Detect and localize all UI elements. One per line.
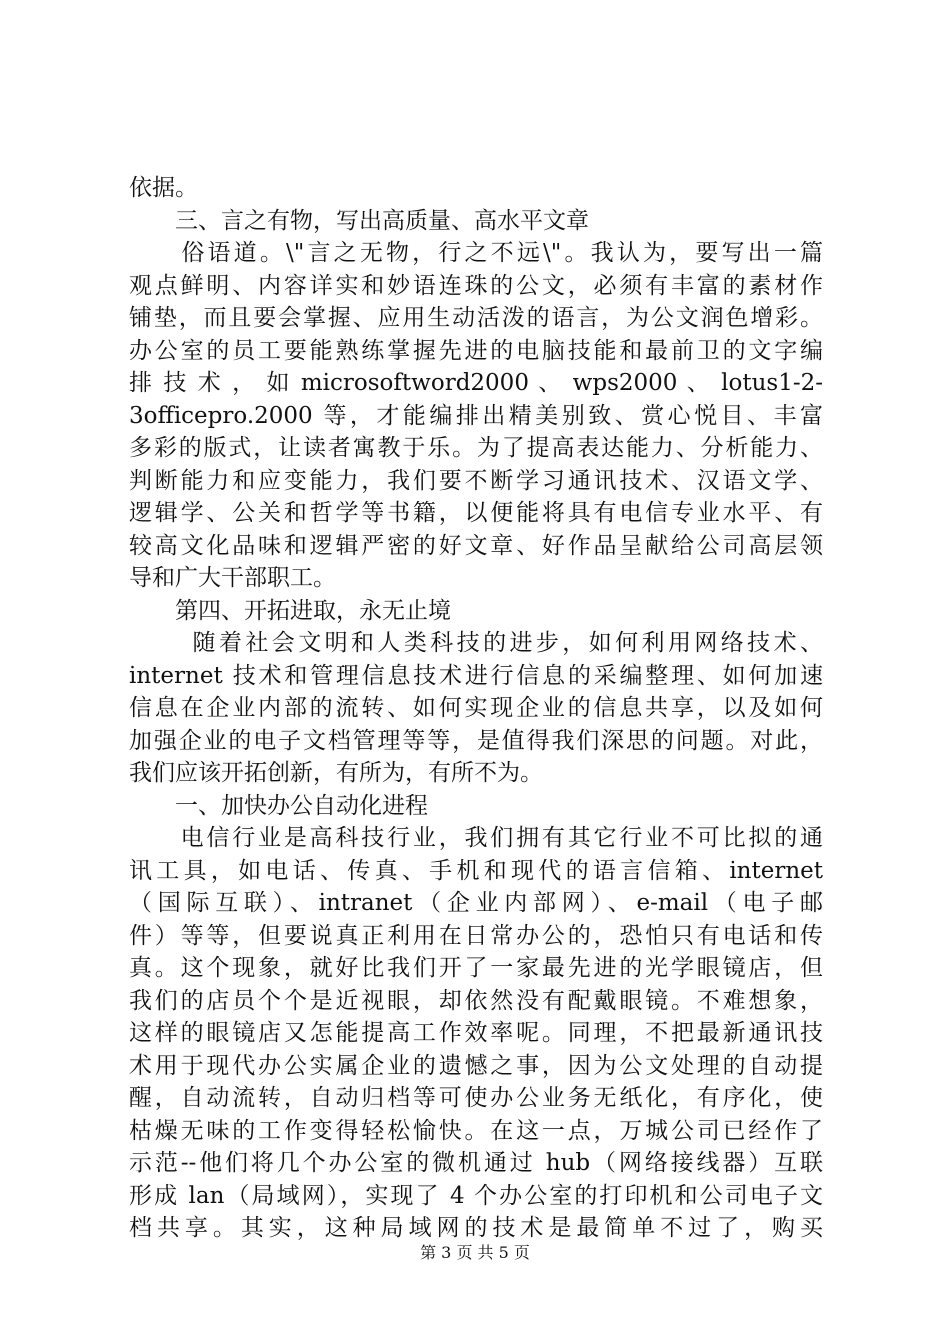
text-line: 铺垫，而且要会掌握、应用生动活泼的语言，为公文润色增彩。	[129, 305, 823, 331]
text-line: 加强企业的电子文档管理等等，是值得我们深思的问题。对此，	[129, 727, 823, 754]
text-line: 排 技 术 ， 如 microsoftword2000 、 wps2000 、 lotus1-2-	[129, 370, 823, 396]
text-line: （国际互联）、intranet（企业内部网）、e-mail（电子邮	[129, 890, 823, 916]
text-line: 这样的眼镜店又怎能提高工作效率呢。同理，不把最新通讯技	[129, 1020, 823, 1046]
text-line: 导和广大干部职工。	[129, 565, 336, 591]
text-line: 术用于现代办公实属企业的遗憾之事，因为公文处理的自动提	[129, 1052, 823, 1079]
text-line: 电信行业是高科技行业，我们拥有其它行业不可比拟的通	[129, 825, 823, 851]
text-line: 信息在企业内部的流转、如何实现企业的信息共享，以及如何	[129, 695, 823, 721]
text-line: 我们应该开拓创新，有所为，有所不为。	[129, 760, 543, 786]
text-line: 随着社会文明和人类科技的进步，如何利用网络技术、	[129, 630, 823, 656]
text-line: 办公室的员工要能熟练掌握先进的电脑技能和最前卫的文字编	[129, 337, 823, 364]
text-line: 3officepro.2000 等，才能编排出精美别致、赏心悦目、丰富	[129, 402, 823, 429]
text-line: 讯工具，如电话、传真、手机和现代的语言信箱、internet	[129, 857, 823, 884]
text-line: internet 技术和管理信息技术进行信息的采编整理、如何加速	[129, 662, 823, 689]
section-heading: 一、加快办公自动化进程	[129, 792, 428, 819]
text-line: 观点鲜明、内容详实和妙语连珠的公文，必须有丰富的素材作	[129, 272, 823, 299]
section-heading: 三、言之有物，写出高质量、高水平文章	[129, 207, 589, 234]
text-line: 枯燥无味的工作变得轻松愉快。在这一点，万城公司已经作了	[129, 1117, 823, 1144]
document-body	[129, 172, 823, 1245]
text-line: 判断能力和应变能力，我们要不断学习通讯技术、汉语文学、	[129, 467, 823, 494]
text-line: 较高文化品味和逻辑严密的好文章、好作品呈献给公司高层领	[129, 532, 823, 559]
section-heading: 第四、开拓进取，永无止境	[129, 597, 451, 624]
text-line: 示范--他们将几个办公室的微机通过 hub（网络接线器）互联	[129, 1150, 823, 1176]
text-line: 件）等等，但要说真正利用在日常办公的，恐怕只有电话和传	[129, 922, 823, 949]
text-line: 多彩的版式，让读者寓教于乐。为了提高表达能力、分析能力、	[129, 435, 823, 461]
text-line: 醒，自动流转，自动归档等可使办公业务无纸化，有序化，使	[129, 1085, 823, 1111]
text-line: 俗语道。\"言之无物，行之不远\"。我认为，要写出一篇	[129, 240, 823, 266]
text-line: 我们的店员个个是近视眼，却依然没有配戴眼镜。不难想象，	[129, 987, 823, 1014]
text-line: 依据。	[129, 175, 198, 201]
page-number-footer: 第 3 页 共 5 页	[420, 1243, 530, 1262]
text-line: 档共享。其实，这种局域网的技术是最简单不过了，购买	[129, 1215, 823, 1241]
text-line: 逻辑学、公关和哲学等书籍，以便能将具有电信专业水平、有	[129, 500, 823, 526]
text-line: 真。这个现象，就好比我们开了一家最先进的光学眼镜店，但	[129, 955, 823, 981]
text-line: 形成 lan（局域网），实现了 4 个办公室的打印机和公司电子文	[129, 1182, 823, 1209]
